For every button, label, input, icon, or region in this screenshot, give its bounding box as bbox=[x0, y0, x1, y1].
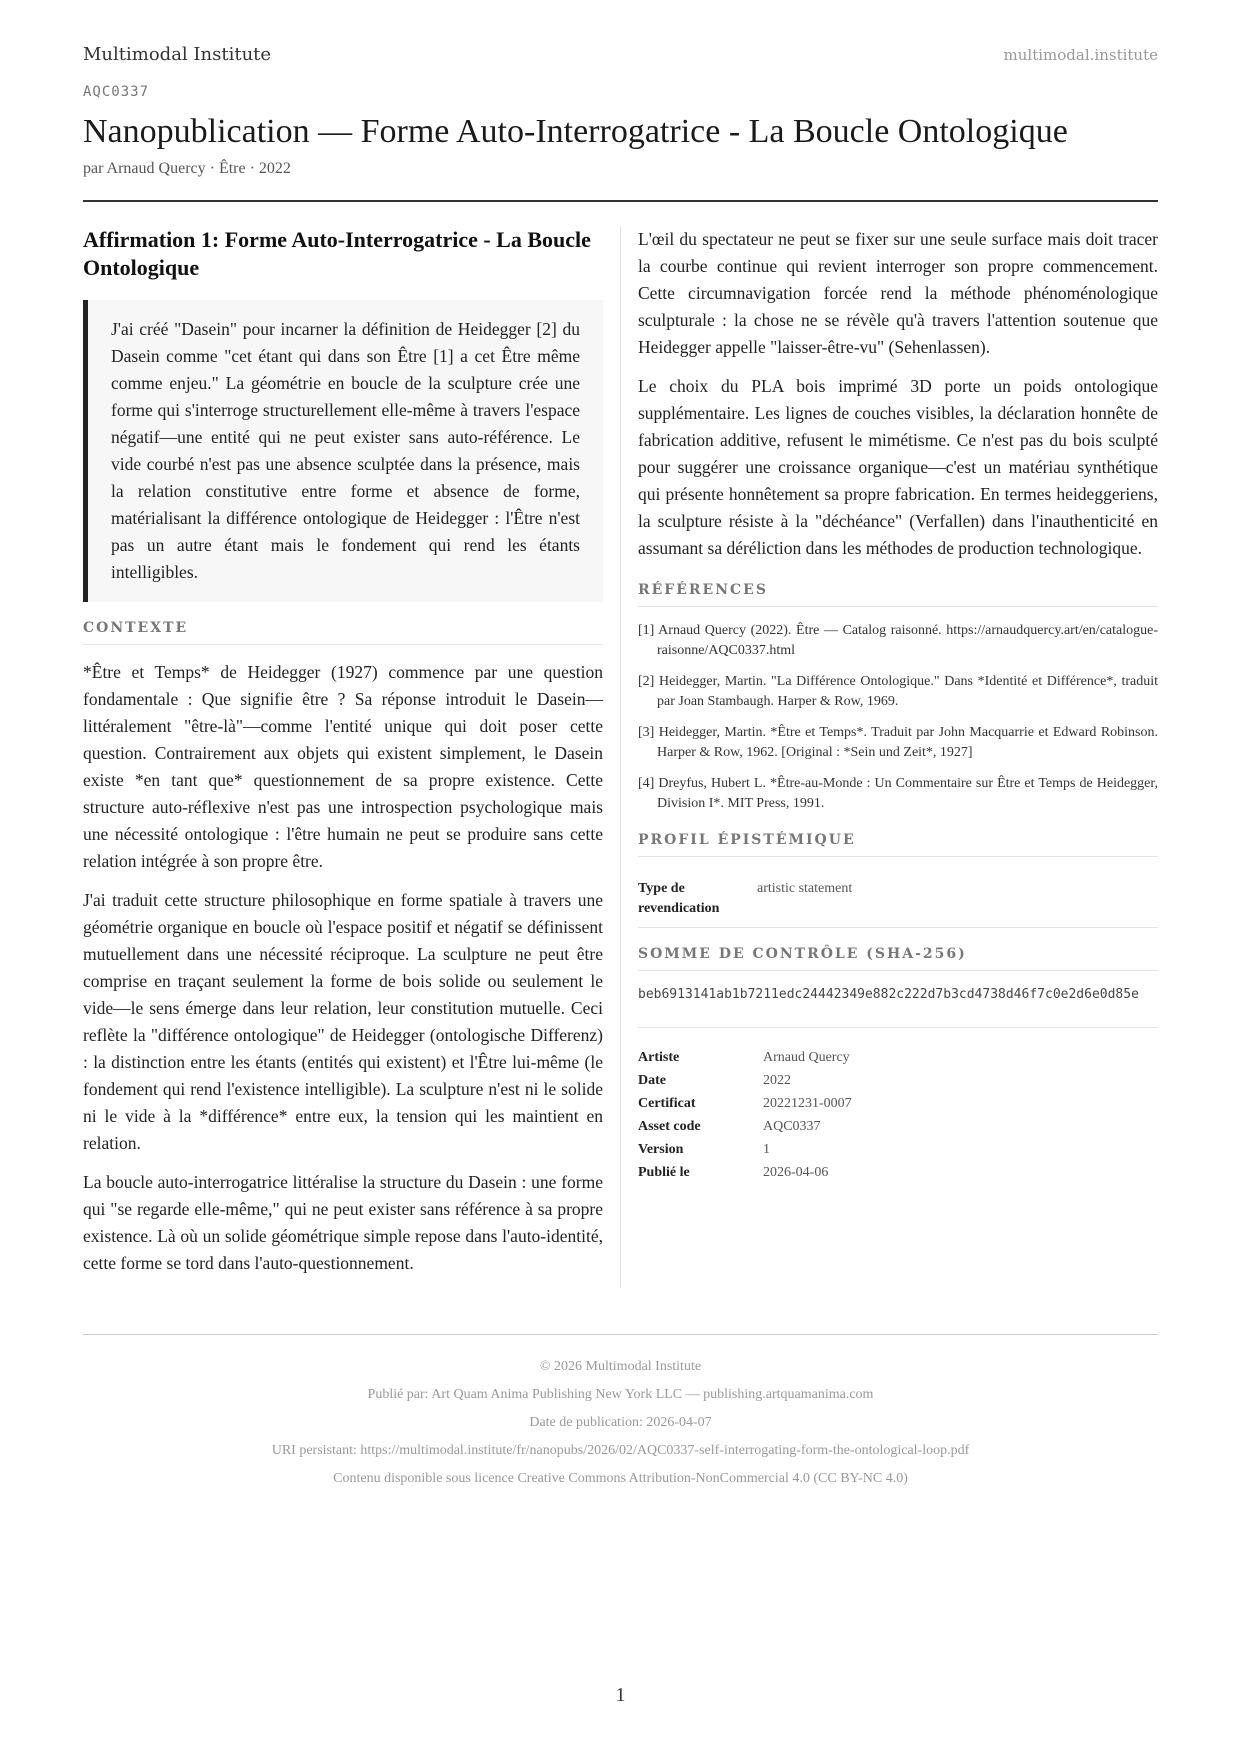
table-row bbox=[638, 1138, 1158, 1161]
header-divider bbox=[83, 200, 1158, 202]
claim-quote-text: J'ai créé "Dasein" pour incarner la définition de Heidegger [2] du Dasein comme "cet étant qui dans son Être [1] a cet Être même comme enjeu." La géométrie en boucle de la sculpture crée une forme qui s'interroge structurellement elle-même à travers l'espace négatif—une entité qui ne peut exister sans auto-référence. Le vide courbé n'est pas une absence sculptée dans la présence, mais la relation constitutive entre forme et absence de forme, matérialisant la différence ontologique de Heidegger : l'Être n'est pas un autre étant mais le fondement qui rend les étants intelligibles. bbox=[111, 319, 580, 582]
context-paragraph: L'œil du spectateur ne peut se fixer sur une seule surface mais doit tracer la courbe continue qui revient interroger son propre commencement. Cette circumnavigation forcée rend la méthode phénoménologique sculpturale : la chose ne se révèle qu'à travers l'attention soutenue que Heidegger appelle "laisser-être-vu" (Sehenlassen). bbox=[638, 229, 1158, 357]
meta-key: Asset code bbox=[638, 1119, 701, 1134]
meta-key: Certificat bbox=[638, 1096, 696, 1111]
epistemic-profile-heading: PROFIL ÉPISTÉMIQUE bbox=[638, 832, 1158, 857]
reference-item: [4] Dreyfus, Hubert L. *Être-au-Monde : Un Commentaire sur Être et Temps de Heidegger, Division I*. MIT Press, 1991. bbox=[638, 776, 1158, 811]
epistemic-profile-table bbox=[638, 871, 1158, 928]
claim-title: Affirmation 1: Forme Auto-Interrogatrice - La Boucle Ontologique bbox=[83, 227, 591, 280]
context-heading: CONTEXTE bbox=[83, 620, 603, 645]
profile-value: artistic statement bbox=[757, 871, 1158, 928]
footer-pubdate: Date de publication: 2026-04-07 bbox=[529, 1415, 712, 1430]
institute-name: Multimodal Institute bbox=[83, 44, 272, 65]
meta-key: Artiste bbox=[638, 1050, 680, 1065]
references-heading: RÉFÉRENCES bbox=[638, 582, 1158, 607]
meta-key: Publié le bbox=[638, 1165, 690, 1180]
footer-license: Contenu disponible sous licence Creative Commons Attribution-NonCommercial 4.0 (CC BY-NC 4.0) bbox=[333, 1471, 908, 1486]
table-row bbox=[638, 1115, 1158, 1138]
column-divider bbox=[620, 226, 621, 1288]
reference-item: [1] Arnaud Quercy (2022). Être — Catalog raisonné. https://arnaudquercy.art/en/catalogue-raisonne/AQC0337.html bbox=[638, 623, 1158, 658]
meta-value: 2022 bbox=[763, 1073, 791, 1088]
table-row bbox=[638, 871, 1158, 928]
table-row bbox=[638, 1069, 1158, 1092]
left-column bbox=[83, 226, 603, 1289]
footer-uri[interactable]: URI persistant: https://multimodal.institute/fr/nanopubs/2026/02/AQC0337-self-interrogating-form-the-ontological-loop.pdf bbox=[271, 1443, 970, 1458]
reference-item: [3] Heidegger, Martin. *Être et Temps*. Traduit par John Macquarrie et Edward Robinson. Harper & Row, 1962. [Original : *Sein und Zeit*, 1927] bbox=[638, 725, 1158, 760]
site-link[interactable]: multimodal.institute bbox=[1003, 46, 1158, 64]
footer bbox=[83, 1334, 1158, 1493]
right-column bbox=[638, 226, 1158, 1184]
table-row bbox=[638, 1161, 1158, 1184]
footer-copyright: © 2026 Multimodal Institute bbox=[539, 1359, 702, 1374]
top-bar bbox=[83, 44, 1158, 68]
meta-key: Version bbox=[638, 1142, 684, 1157]
table-row bbox=[638, 1046, 1158, 1069]
context-paragraph: J'ai traduit cette structure philosophique en forme spatiale à travers une géométrie organique en boucle où l'espace positif et négatif se définissent mutuellement dans une nécessité réciproque. La sculpture ne peut être comprise en traçant seulement la forme de bois solide ou seulement le vide—le sens émerge dans leur relation, leur constitution mutuelle. Ceci reflète la "différence ontologique" de Heidegger (ontologische Differenz) : la distinction entre les étants (entités qui existent) et l'Être lui-même (le fondement qui rend l'existence intelligible). La sculpture n'est ni le solide ni le vide à la *différence* entre eux, la tension qui les maintient en relation. bbox=[83, 890, 603, 1153]
metadata-table bbox=[638, 1046, 1158, 1184]
profile-key: Type de revendication bbox=[638, 871, 757, 928]
footer-publisher: Publié par: Art Quam Anima Publishing New York LLC — publishing.artquamanima.com bbox=[367, 1387, 874, 1402]
meta-value: 2026-04-06 bbox=[763, 1165, 829, 1180]
meta-value: 20221231-0007 bbox=[763, 1096, 852, 1111]
meta-key: Date bbox=[638, 1073, 666, 1088]
context-paragraph: *Être et Temps* de Heidegger (1927) commence par une question fondamentale : Que signifie être ? Sa réponse introduit le Dasein—littéralement "être-là"—comme l'entité unique qui doit poser cette question. Contrairement aux objets qui existent simplement, le Dasein existe *en tant que* questionnement de sa propre existence. Cette structure auto-réflexive n'est pas une introspection psychologique mais une nécessité ontologique : l'être humain ne peut se produire sans cette relation intégrée à son propre être. bbox=[83, 662, 603, 871]
references-list bbox=[638, 621, 1158, 814]
claim-quote bbox=[83, 300, 603, 602]
asset-code: AQC0337 bbox=[83, 84, 150, 100]
reference-item: [2] Heidegger, Martin. "La Différence Ontologique." Dans *Identité et Différence*, traduit par Joan Stambaugh. Harper & Row, 1969. bbox=[638, 674, 1158, 709]
page-title: Nanopublication — Forme Auto-Interrogatrice - La Boucle Ontologique bbox=[83, 113, 1068, 150]
context-paragraph: Le choix du PLA bois imprimé 3D porte un poids ontologique supplémentaire. Les lignes de couches visibles, la déclaration honnête de fabrication additive, refusent le mimétisme. Ce n'est pas du bois sculpté pour suggérer une croissance organique—c'est un matériau synthétique qui présente honnêtement sa propre fabrication. En termes heideggeriens, la sculpture résiste à la "déchéance" (Verfallen) dans l'inauthenticité en assumant sa déréliction dans les méthodes de production technologique. bbox=[638, 376, 1158, 558]
byline: par Arnaud Quercy · Être · 2022 bbox=[83, 160, 291, 177]
checksum-heading: SOMME DE CONTRÔLE (SHA-256) bbox=[638, 946, 1158, 971]
checksum-value: beb6913141ab1b7211edc24442349e882c222d7b3cd4738d46f7c0e2d6e0d85e bbox=[638, 985, 1158, 1028]
table-row bbox=[638, 1092, 1158, 1115]
context-paragraph: La boucle auto-interrogatrice littéralise la structure du Dasein : une forme qui "se regarde elle-même," qui ne peut exister sans référence à sa propre existence. Là où un solide géométrique simple repose dans l'auto-identité, cette forme se tord dans l'auto-questionnement. bbox=[83, 1172, 603, 1273]
meta-value: AQC0337 bbox=[763, 1119, 821, 1134]
meta-value: 1 bbox=[763, 1142, 770, 1157]
page-number: 1 bbox=[615, 1684, 626, 1706]
meta-value: Arnaud Quercy bbox=[763, 1050, 850, 1065]
